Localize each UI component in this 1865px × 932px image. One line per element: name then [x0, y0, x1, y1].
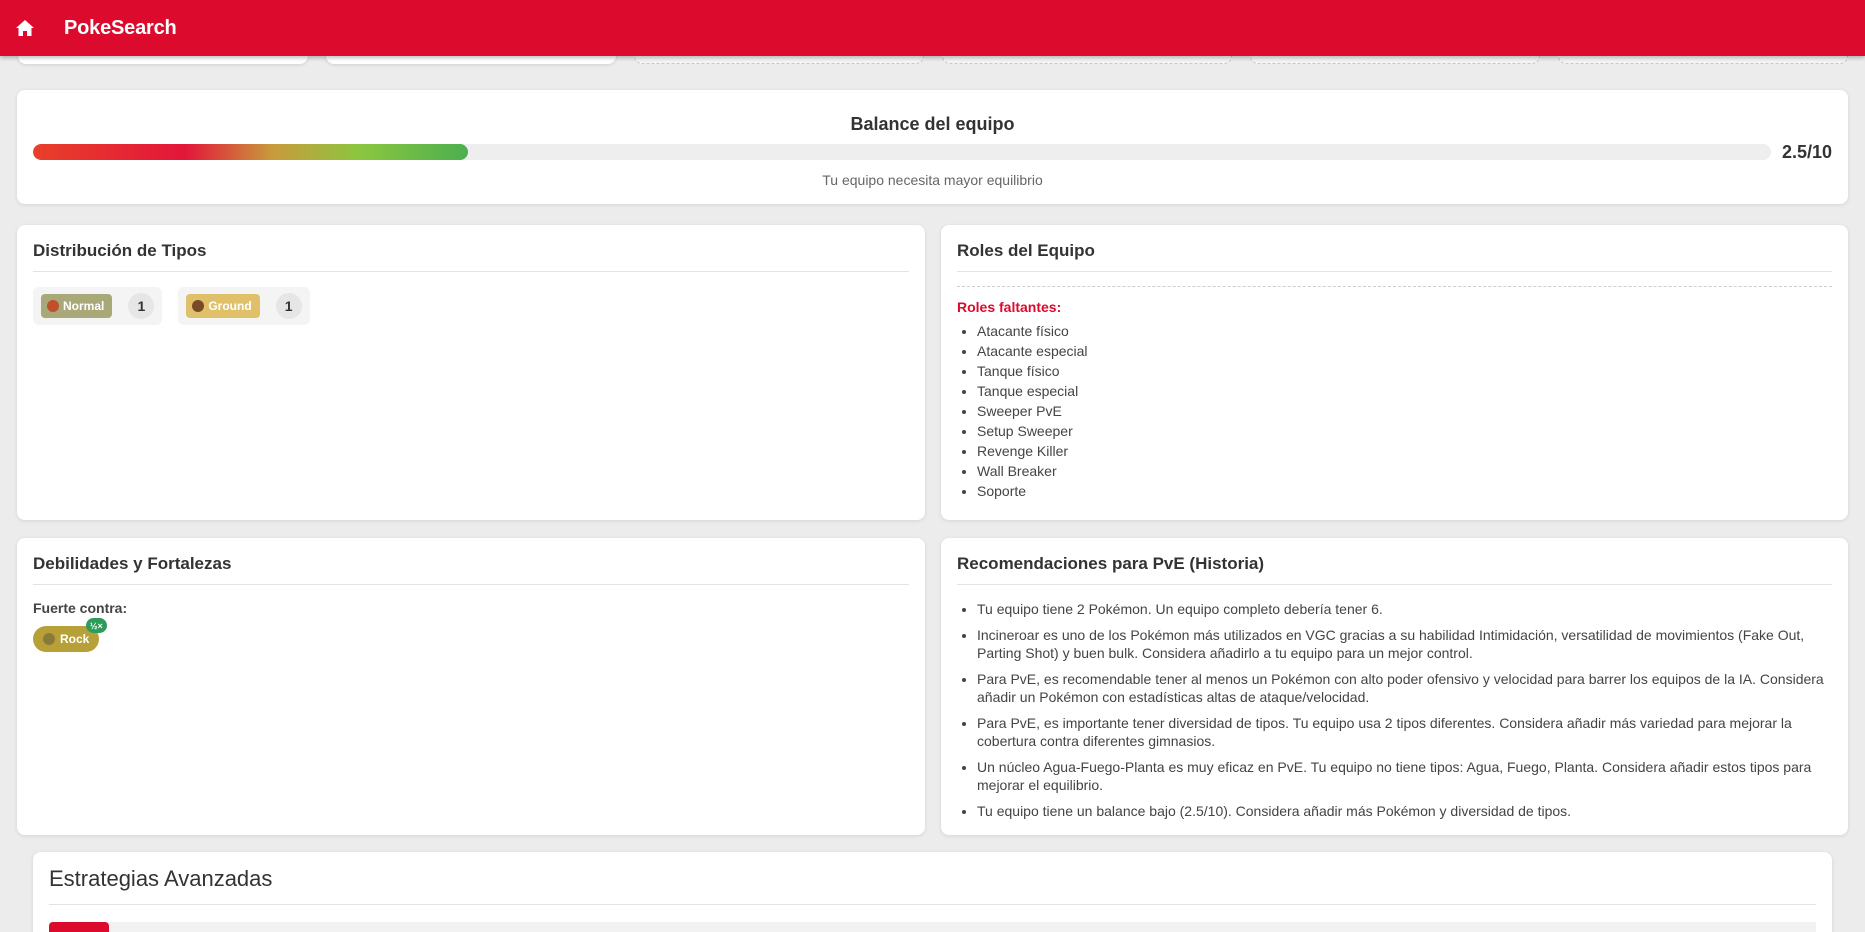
type-distribution-title: Distribución de Tipos [33, 241, 909, 272]
missing-roles-list [977, 321, 1088, 501]
list-item: • Atacante especial [977, 341, 1088, 361]
list-item: • Wall Breaker [977, 461, 1088, 481]
type-count: 1 [276, 293, 302, 319]
ground-type-icon [192, 300, 204, 312]
top-app-bar [0, 0, 1865, 56]
team-balance-card [17, 90, 1848, 204]
normal-type-icon [47, 300, 59, 312]
type-distribution-card [17, 225, 925, 520]
list-item: • Atacante físico [977, 321, 1088, 341]
roles-divider [957, 286, 1832, 287]
type-name: Rock [60, 632, 90, 646]
missing-roles-label: Roles faltantes: [957, 299, 1062, 315]
weaknesses-strengths-title: Debilidades y Fortalezas [33, 554, 909, 585]
list-item: • Un núcleo Agua-Fuego-Planta es muy eficaz en PvE. Tu equipo no tiene tipos: Agua, Fuego, Planta. Considera añadir estos tipos para mejorar el equilibrio. [977, 758, 1828, 794]
strategy-tabs [49, 922, 1816, 932]
balance-message: Tu equipo necesita mayor equilibrio [822, 172, 1043, 188]
list-item: • Revenge Killer [977, 441, 1088, 461]
balance-progress-bar [33, 144, 1771, 160]
weaknesses-strengths-card [17, 538, 925, 835]
list-item: • Tanque especial [977, 381, 1088, 401]
team-roles-title: Roles del Equipo [957, 241, 1832, 272]
rock-type-icon [43, 633, 55, 645]
type-badge-ground [186, 294, 259, 318]
advanced-strategies-title: Estrategias Avanzadas [49, 866, 1816, 905]
type-list [33, 287, 310, 325]
balance-title: Balance del equipo [850, 114, 1015, 134]
type-badge-normal [41, 294, 112, 318]
app-title[interactable]: PokeSearch [64, 16, 177, 39]
team-roles-card [941, 225, 1848, 520]
list-item: • Para PvE, es importante tener diversidad de tipos. Tu equipo usa 2 tipos diferentes. Considera añadir más variedad para mejorar la cobertura contra diferentes gimnasios. [977, 714, 1828, 750]
strong-against-label: Fuerte contra: [33, 600, 128, 616]
list-item: • Tu equipo tiene 2 Pokémon. Un equipo completo debería tener 6. [977, 600, 1828, 618]
strategy-tab-active[interactable] [49, 922, 109, 932]
home-icon [15, 19, 35, 37]
type-name: Normal [63, 299, 105, 313]
advanced-strategies-card [33, 852, 1832, 932]
type-chip-ground [178, 287, 309, 325]
list-item: • Para PvE, es recomendable tener al menos un Pokémon con alto poder ofensivo y velocidad para barrer los equipos de la IA. Considera añadir un Pokémon con estadísticas altas de ataque/velocidad. [977, 670, 1828, 706]
type-chip-normal [33, 287, 162, 325]
recommendations-list [977, 600, 1828, 828]
pve-recommendations-title: Recomendaciones para PvE (Historia) [957, 554, 1832, 585]
pve-recommendations-card [941, 538, 1848, 835]
effectiveness-multiplier-badge: ½× [86, 618, 107, 633]
list-item: • Sweeper PvE [977, 401, 1088, 421]
home-button[interactable] [0, 0, 50, 56]
balance-progress-fill [33, 144, 468, 160]
list-item: • Tanque físico [977, 361, 1088, 381]
type-name: Ground [208, 299, 252, 313]
list-item: • Tu equipo tiene un balance bajo (2.5/10). Considera añadir más Pokémon y diversidad de tipos. [977, 802, 1828, 820]
type-count: 1 [128, 293, 154, 319]
list-item: • Setup Sweeper [977, 421, 1088, 441]
list-item: • Incineroar es uno de los Pokémon más utilizados en VGC gracias a su habilidad Intimidación, versatilidad de movimientos (Fake Out, Parting Shot) y buen bulk. Considera añadirlo a tu equipo para un mejor control. [977, 626, 1828, 662]
list-item: • Soporte [977, 481, 1088, 501]
balance-score: 2.5/10 [1781, 142, 1832, 162]
